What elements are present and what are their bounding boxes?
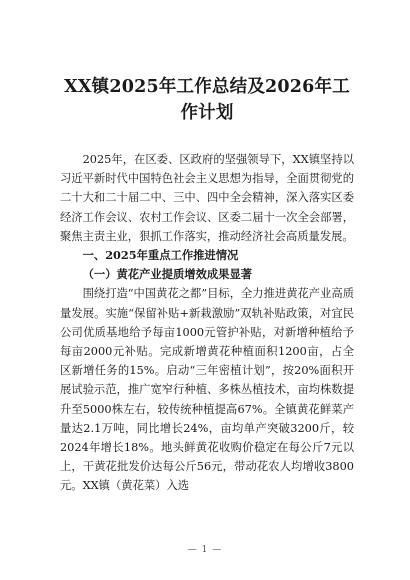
subsection-paragraph-1: 围绕打造“中国黄花之都”目标，全力推进黄花产业高质量发展。实施“保留补贴+新栽激励”双轨补贴政策，对宜民公司优质基地给予每亩1000元管护补贴，对新增种植给予每亩2000元补贴。完成新增黄花种植面积1200亩，占全区新增任务的15%。启动“三年密植计划”，按20%面积开展试验示范，推广宽窄行种植、多株丛植技术，亩均株数提升至5000株左右，较传统种植提高67%。全镇黄花鲜菜产量达2.1万吨，同比增长24%，亩均单产突破3200斤，较2024年增长18%。地头鲜黄花收购价稳定在每公斤7元以上，干黄花批发价达每公斤56元，带动花农人均增收3800元。XX镇（黄花菜）入选 bbox=[60, 287, 354, 493]
section-heading-1: 一、2025年重点工作推进情况 bbox=[82, 248, 239, 263]
subsection-heading-1: （一）黄花产业提质增效成果显著 bbox=[82, 267, 253, 282]
intro-paragraph: 2025年，在区委、区政府的坚强领导下，XX镇坚持以习近平新时代中国特色社会主义思想为指导，全面贯彻党的二十大和二十届二中、三中、四中全会精神，深入落实区委经济工作会议、农村工作会议、区委二届十一次全会部署，聚焦主责主业，狠抓工作落实，推动经济社会高质量发展。 bbox=[60, 153, 354, 243]
document-title: XX镇2025年工作总结及2026年工作计划 bbox=[64, 77, 350, 123]
document-body bbox=[60, 150, 354, 496]
page-number: — 1 — bbox=[187, 545, 223, 555]
